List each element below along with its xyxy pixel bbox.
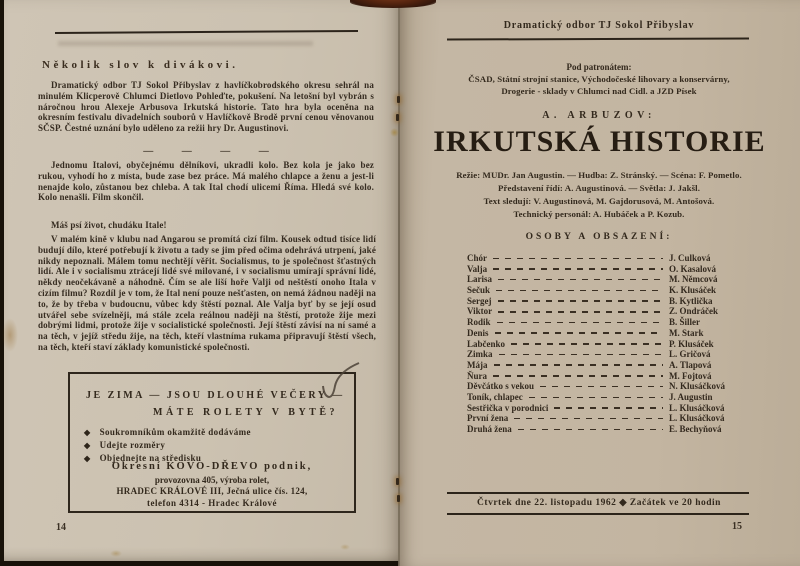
stain: [2, 318, 18, 352]
cast-row: [467, 403, 731, 414]
section-heading: Několik slov k divákovi.: [42, 59, 239, 71]
ad-bullet-label: Udejte rozměry: [99, 440, 166, 450]
cast-actor: L. Klusáčková: [669, 402, 725, 413]
cast-row: [467, 296, 731, 307]
dash-leader: [498, 279, 663, 281]
right-page: [399, 0, 800, 566]
credits-line: Představení řídí: A. Augustinová. — Světla: J. Jakšl.: [497, 183, 701, 193]
cast-role: Mája: [467, 359, 488, 370]
ink-showthrough: [58, 41, 313, 46]
cast-role: Sergej: [467, 295, 492, 306]
cast-actor: P. Klusáček: [669, 338, 714, 349]
cast-heading: OSOBY A OBSAZENÍ:: [525, 232, 673, 242]
cast-actor: J. Culková: [669, 253, 711, 263]
cast-role: Rodik: [467, 317, 491, 328]
performance-date: Čtvrtek dne 22. listopadu 1962 ◆ Začátek ve 20 hodin: [477, 498, 721, 508]
credits-line: Text sledují: V. Augustinová, M. Gajdorusová, M. Antošová.: [483, 196, 715, 206]
cast-row: [467, 264, 731, 275]
cast-role: Zimka: [467, 349, 493, 360]
cast-actor: J. Augustin: [669, 391, 713, 402]
dash-leader: [494, 364, 664, 366]
ad-address-line: provozovna 405, výroba rolet,: [154, 475, 270, 485]
program-header: Dramatický odbor TJ Sokol Přibyslav: [503, 20, 695, 31]
top-rule: [55, 30, 358, 34]
dash-leader: [554, 407, 663, 409]
cast-row: [467, 349, 731, 360]
diamond-bullet-icon: ◆: [84, 428, 91, 437]
cast-row: [467, 381, 731, 392]
cast-list: [467, 253, 731, 435]
cast-row: [467, 424, 731, 435]
cast-actor: E. Bechyňová: [669, 424, 722, 434]
cast-row: [467, 392, 731, 403]
ad-bullet-item: [84, 440, 251, 453]
dash-leader: [493, 258, 663, 260]
ad-address-line: HRADEC KRÁLOVÉ III, Ječná ulice čís. 124,: [116, 486, 308, 496]
cast-actor: M. Stark: [669, 327, 704, 338]
cast-row: [467, 253, 731, 264]
dash-leader: [493, 268, 663, 270]
cast-row: [467, 328, 731, 339]
cast-role: Toník, chlapec: [467, 391, 523, 402]
patronage-line: ČSAD, Státní strojní stanice, Východočeské lihovary a konservárny,: [468, 74, 730, 84]
dash-leader: [529, 397, 663, 399]
pencil-checkmark: [309, 360, 361, 406]
ad-headline-2: MÁTE ROLETY V BYTĚ?: [153, 407, 338, 418]
dash-leader: [514, 418, 663, 420]
staple: [397, 96, 400, 103]
patronage-label: Pod patronátem:: [566, 62, 632, 72]
cast-role: Ňura: [467, 370, 487, 381]
left-page: [4, 0, 399, 561]
cast-role: Druhá žena: [467, 424, 512, 434]
cast-actor: A. Tlapová: [669, 359, 712, 370]
dash-leader: [518, 429, 663, 431]
cast-role: Denis: [467, 327, 489, 338]
cast-row: [467, 274, 731, 285]
cast-actor: Z. Ondráček: [669, 306, 719, 317]
dash-leader: [493, 375, 663, 377]
cast-role: Larisa: [467, 274, 493, 285]
dash-leader: [498, 311, 663, 313]
cast-row: [467, 413, 731, 424]
dash-leader: [540, 386, 663, 388]
cast-row: [467, 360, 731, 371]
cast-role: První žena: [467, 413, 509, 424]
staple: [397, 495, 400, 502]
dash-leader: [498, 300, 664, 302]
paragraph: Dramatický odbor TJ Sokol Přibyslav z havlíčkobrodského okresu sehrál na minulém Klicperově Chlumci Dietlovo Pohleďte, pokušení. Na letošní byl vybrán s náročnou hrou Alexeje Arbusova Irkutská historie. Tato hra byla oceněna na okresním festivalu divadelních souborů v Havlíčkově Brodě první cenou věnovanou SČSP. Čestné uznání bylo uděleno za režii hry Dr. Augustinovi.: [38, 80, 374, 134]
cast-row: [467, 371, 731, 382]
cast-actor: B. Šiller: [669, 317, 700, 328]
cast-actor: O. Kasalová: [669, 263, 717, 274]
dash-leader: [496, 290, 663, 292]
credits-line: Režie: MUDr. Jan Augustin. — Hudba: Z. Stránský. — Scéna: F. Pometlo.: [456, 170, 742, 180]
dash-leader: [495, 332, 663, 334]
ad-headline: JE ZIMA — JSOU DLOUHÉ VEČERY —: [86, 390, 345, 401]
page-number-right: 15: [732, 521, 742, 532]
cast-actor: N. Klusáčková: [669, 381, 726, 392]
paragraph: V malém kině v klubu nad Angarou se promítá cizí film. Kousek odtud tisíce lidí budují dílo, které potřebují k životu a tady se jim před očima odehrává utrpení, jaké nikdy nepoznali. Málem tomu nechtějí věřit. Socialismus, to je společnost šťastných lidí. Ale i v socialismu ztrácejí lidé své milované, i v socialismu umírají správní lidé, někdy neočekávaně a náhodně. Čím se ale liší hoře Valji od neštěstí onoho Itala v cizím filmu? Rozdíl je v tom, že Ital není pouze nešťasten, on nemá žádnou naději na to, že by třeba v budoucnu, vůbec kdy štěstí poznal. Ale Valja byť by se její osud utvářel sebe svízelněji, má stále zcela reálnou naději na štěstí, protože žije mezi dobrými lidmi, protože žije v socialistické společnosti. Její štěstí závisí na ní samé a na těch, v jejíž středu žije, na těch, kteří vlastníma rukama připravují štěstí všech, na těch, kteří staví základy komunistické společnosti.: [38, 234, 376, 352]
header-rule: [447, 37, 749, 40]
paragraph: Máš psí život, chudáku Itale!: [51, 220, 167, 230]
cast-actor: K. Klusáček: [669, 285, 717, 296]
staple: [396, 478, 399, 485]
ad-phone-line: telefon 4314 - Hradec Králové: [147, 498, 277, 508]
ad-company-name: Okresní KOVO-DŘEVO podnik,: [111, 461, 313, 472]
diamond-bullet-icon: ◆: [84, 441, 91, 450]
cast-actor: M. Fojtová: [669, 370, 712, 381]
cast-actor: L. Gričová: [669, 349, 711, 360]
cast-row: [467, 306, 731, 317]
patronage-line: Drogerie - sklady v Chlumci nad Cidl. a JZD Písek: [501, 86, 697, 96]
page-number-left: 14: [56, 522, 66, 533]
cast-row: [467, 339, 731, 350]
credits-line: Technický personál: A. Hubáček a P. Kozub.: [513, 209, 685, 219]
dash-leader: [499, 354, 663, 356]
cast-actor: B. Kytlička: [669, 295, 713, 306]
cast-row: [467, 285, 731, 296]
stain: [110, 550, 122, 557]
cast-role: Valja: [467, 263, 488, 274]
dash-leader: [511, 343, 663, 345]
cast-role: Viktor: [467, 306, 493, 317]
dash-divider: — — — —: [143, 146, 269, 157]
stain: [340, 544, 350, 550]
cast-actor: M. Němcová: [669, 274, 718, 285]
staple: [396, 114, 399, 121]
cast-role: Labčenko: [467, 338, 506, 349]
cast-actor: L. Klusáčková: [669, 413, 725, 424]
author-name: A. ARBUZOV:: [542, 110, 656, 121]
cast-role: Chór: [467, 253, 487, 263]
cast-role: Děvčátko s vekou: [467, 381, 534, 392]
dash-leader: [497, 322, 663, 324]
cast-row: [467, 317, 731, 328]
play-title: IRKUTSKÁ HISTORIE: [433, 125, 766, 158]
diamond-bullet-icon: ◆: [84, 454, 91, 463]
ad-bullet-item: [84, 427, 251, 440]
ad-bullet-label: Objednejte na středisku: [99, 453, 202, 463]
cast-role: Sestřička v porodnici: [467, 402, 549, 413]
ad-bullet-label: Soukromníkům okamžitě dodáváme: [99, 427, 251, 437]
footer-rule: [447, 492, 749, 494]
paragraph: Jednomu Italovi, obyčejnému dělníkovi, ukradli kolo. Bez kola je jako bez rukou, vyhodí ho z místa, bude zase bez práce. Má malého chlapce a ženu a jest-li nenajde kolo, zůstanou bez chleba. A tak Ital chodí ulicemi Říma. Hledá své kolo. Kolo nenašli. Film skončil.: [38, 160, 374, 203]
cast-role: Sečuk: [467, 285, 491, 296]
footer-rule: [447, 513, 749, 515]
